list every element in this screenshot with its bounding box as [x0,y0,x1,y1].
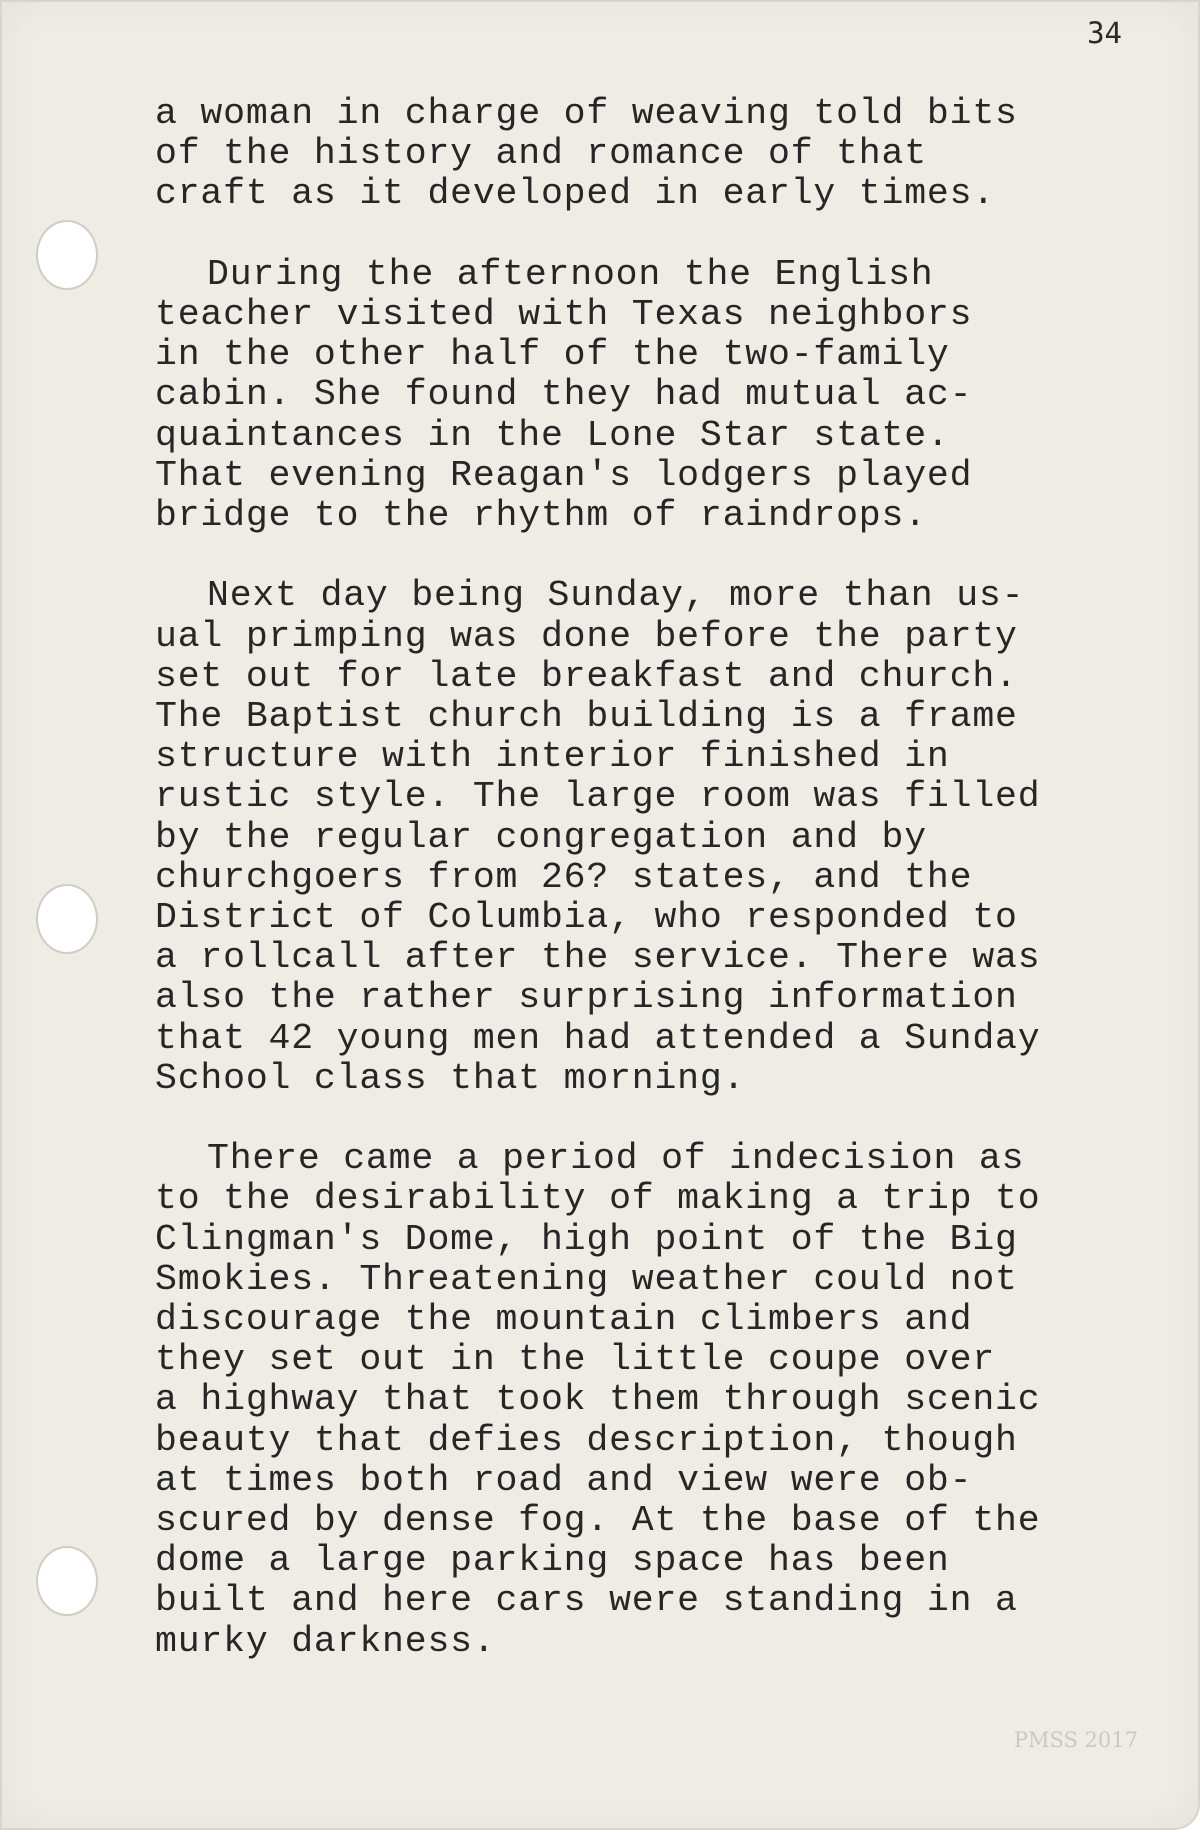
text-line: also the rather surprising information [155,977,1018,1019]
paragraph-2 [155,255,1155,536]
text-line: scured by dense fog. At the base of the [155,1500,1041,1542]
text-line: ual primping was done before the party [155,615,1018,657]
text-line: quaintances in the Lone Star state. [155,414,950,456]
text-line: murky darkness. [155,1620,496,1662]
text-line: beauty that defies description, though [155,1419,1018,1461]
text-line: a woman in charge of weaving told bits [155,93,1018,134]
text-line: a highway that took them through scenic [155,1379,1041,1421]
text-line: to the desirability of making a trip to [155,1178,1041,1220]
text-line: craft as it developed in early times. [155,173,996,215]
text-line: rustic style. The large room was filled [155,776,1041,818]
text-line: they set out in the little coupe over [155,1339,996,1381]
text-line: teacher visited with Texas neighbors [155,294,973,335]
paragraph-1 [155,94,1155,215]
text-line: set out for late breakfast and church. [155,655,1018,697]
text-line: cabin. She found they had mutual ac- [155,374,973,416]
text-line: During the afternoon the English [207,253,934,295]
page-number: 34 [1087,16,1122,50]
binder-hole-middle [36,884,98,954]
text-line: That evening Reagan's lodgers played [155,454,973,496]
text-line: There came a period of indecision as [207,1138,1025,1180]
text-line: bridge to the rhythm of raindrops. [155,495,927,537]
text-line: that 42 young men had attended a Sunday [155,1017,1041,1059]
binder-hole-top [36,220,98,290]
paragraph-4 [155,1139,1155,1662]
binder-hole-bottom [36,1546,98,1616]
text-line: The Baptist church building is a frame [155,696,1018,738]
text-line: structure with interior finished in [155,736,950,778]
text-line: by the regular congregation and by [155,816,927,858]
text-line: churchgoers from 26? states, and the [155,856,973,898]
text-line: in the other half of the two-family [155,334,950,376]
text-line: District of Columbia, who responded to [155,897,1018,939]
text-line: dome a large parking space has been [155,1540,950,1582]
text-line: built and here cars were standing in a [155,1580,1018,1622]
typed-text-body [155,94,1155,1702]
text-line: discourage the mountain climbers and [155,1299,973,1341]
text-line: of the history and romance of that [155,133,927,175]
text-line: a rollcall after the service. There was [155,937,1041,979]
paragraph-3 [155,576,1155,1099]
text-line: Clingman's Dome, high point of the Big [155,1218,1018,1260]
text-line: Smokies. Threatening weather could not [155,1258,1018,1300]
archive-watermark: PMSS 2017 [1013,1728,1138,1752]
text-line: at times both road and view were ob- [155,1459,973,1501]
text-line: School class that morning. [155,1057,746,1099]
text-line: Next day being Sunday, more than us- [207,575,1025,617]
